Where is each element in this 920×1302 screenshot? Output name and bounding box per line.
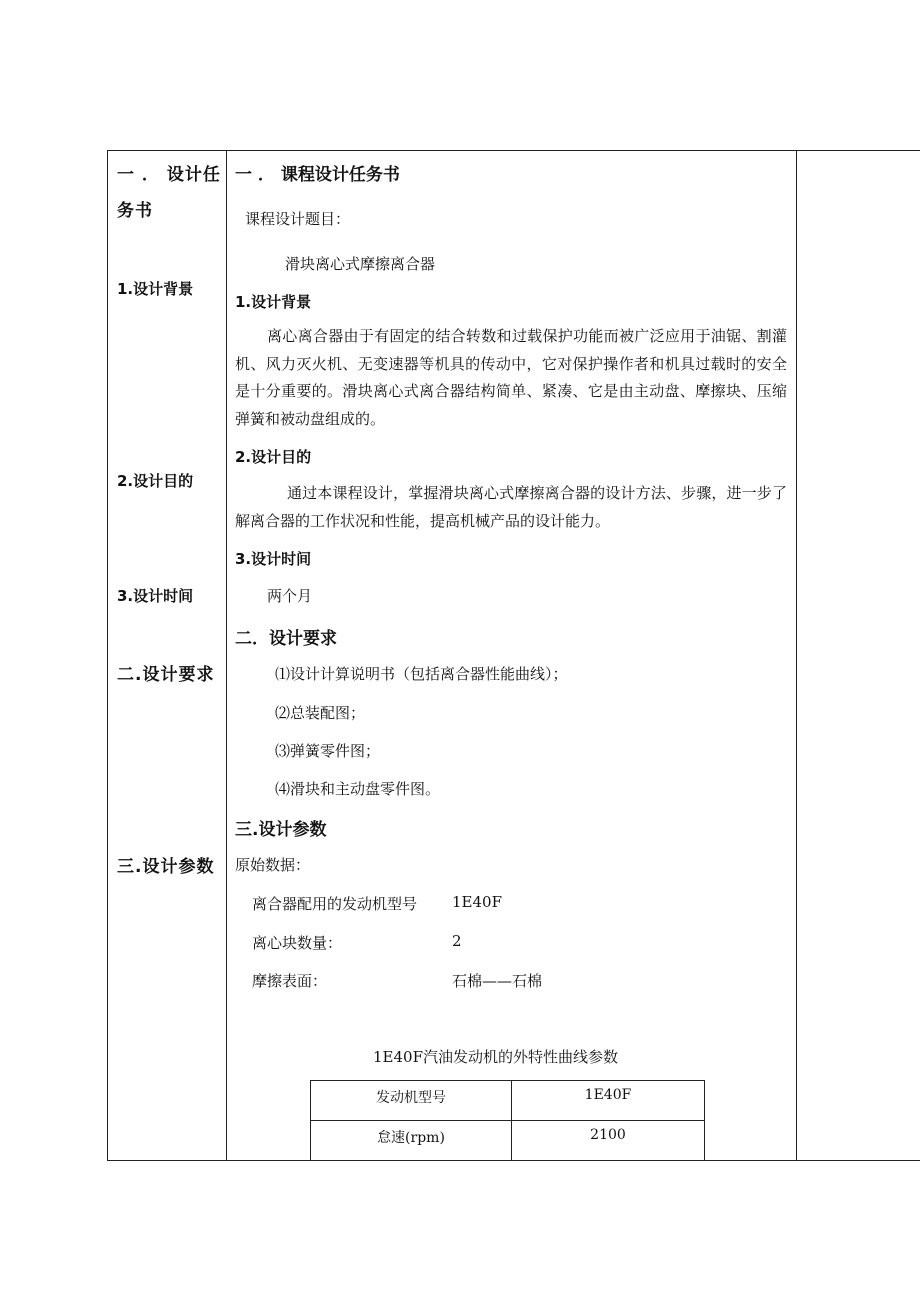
column-divider-left [226,150,227,1161]
left-purpose: 2.设计目的 [117,472,194,490]
block-count-value: 2 [452,932,462,950]
block-count-label: 离心块数量： [252,934,343,952]
engine-parameter-table [310,1080,705,1161]
left-requirements: 二.设计要求 [117,665,215,685]
requirement-4: ⑷滑块和主动盘零件图。 [275,780,441,798]
table-row [311,1121,705,1161]
left-task-line2: 务书 [117,201,153,221]
purpose-heading: 2.设计目的 [235,448,312,466]
section-title-2: 二．设计要求 [235,629,337,649]
section-title-3: 三.设计参数 [235,820,327,840]
table-cell: 2100 [512,1121,705,1161]
table-cell: 怠速(rpm) [311,1121,512,1161]
outer-table-frame [107,150,920,1161]
background-heading: 1.设计背景 [235,293,312,311]
time-heading: 3.设计时间 [235,550,312,568]
left-task-line1: 一 ． 设计任 [117,165,221,185]
background-paragraph: 离心离合器由于有固定的结合转数和过载保护功能而被广泛应用于油锯、割灌机、风力灭火机、无变速器等机具的传动中，它对保护操作者和机具过载时的安全是十分重要的。滑块离心式离合器结构简单、紧凑、它是由主动盘、摩擦块、压缩弹簧和被动盘组成的。 [235,327,787,428]
raw-data-label: 原始数据： [235,856,311,874]
requirement-2: ⑵总装配图； [275,704,366,722]
table-cell: 1E40F [512,1081,705,1121]
left-background: 1.设计背景 [117,280,194,298]
left-time: 3.设计时间 [117,587,194,605]
topic-label: 课程设计题目： [245,210,351,228]
purpose-paragraph: 通过本课程设计，掌握滑块离心式摩擦离合器的设计方法、步骤，进一步了解离合器的工作状况和性能，提高机械产品的设计能力。 [235,484,787,530]
topic-title: 滑块离心式摩擦离合器 [285,255,436,273]
table-cell: 发动机型号 [311,1081,512,1121]
friction-surface-value: 石棉——石棉 [452,972,543,990]
friction-surface-label: 摩擦表面： [252,972,328,990]
column-divider-right [796,150,797,1161]
time-value: 两个月 [267,587,313,605]
left-parameters: 三.设计参数 [117,857,215,877]
engine-model-label: 离合器配用的发动机型号 [252,895,418,913]
requirement-1: ⑴设计计算说明书（包括离合器性能曲线）； [275,665,568,683]
engine-model-value: 1E40F [452,893,502,911]
table-row [311,1081,705,1121]
requirement-3: ⑶弹簧零件图； [275,742,381,760]
table-caption: 1E40F汽油发动机的外特性曲线参数 [373,1048,618,1066]
section-title-1: 一 ． 课程设计任务书 [235,165,400,185]
